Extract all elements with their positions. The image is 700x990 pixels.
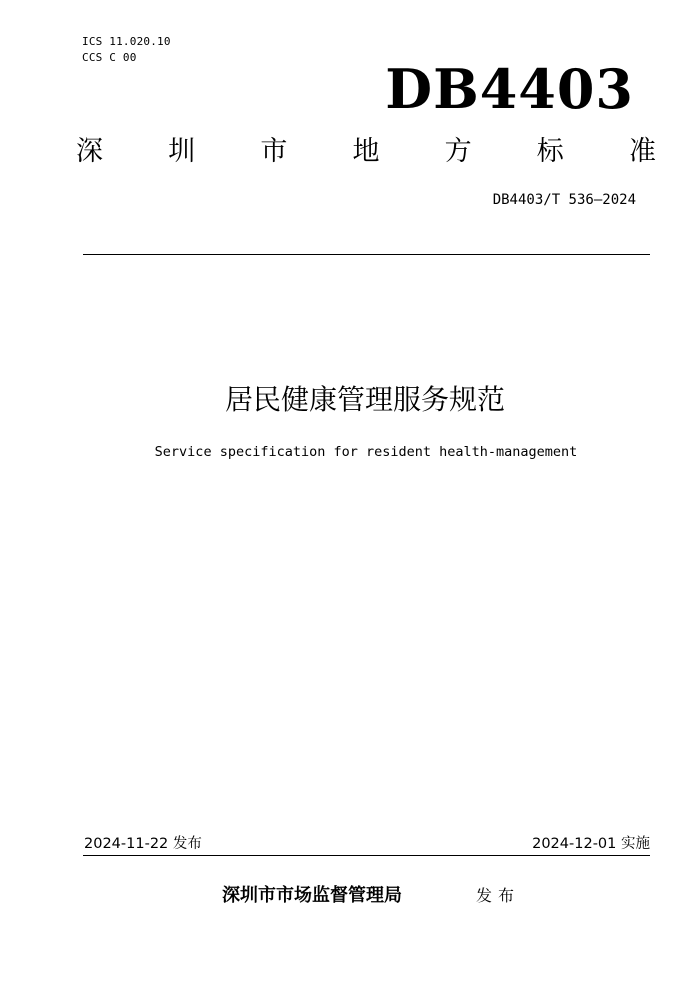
footer-divider xyxy=(83,855,650,856)
issue-date: 2024-11-22 发布 xyxy=(84,836,202,852)
header-divider xyxy=(83,254,650,255)
document-title-english: Service specification for resident health-management xyxy=(154,444,578,460)
issuer-action: 发布 xyxy=(476,886,521,905)
category-char: 标 xyxy=(536,136,564,167)
category-char: 市 xyxy=(260,136,288,167)
standard-category xyxy=(76,134,656,170)
ccs-code: CCS C 00 xyxy=(82,51,137,64)
category-char: 圳 xyxy=(168,136,196,167)
category-char: 深 xyxy=(76,136,103,167)
category-char: 地 xyxy=(352,136,380,167)
standard-number: DB4403/T 536—2024 xyxy=(492,192,636,208)
category-char: 准 xyxy=(628,136,656,167)
category-char: 方 xyxy=(444,136,472,167)
document-title-chinese: 居民健康管理服务规范 xyxy=(224,383,505,416)
implementation-date: 2024-12-01 实施 xyxy=(532,836,650,852)
ics-code: ICS 11.020.10 xyxy=(82,35,171,48)
standard-code-logo: DB4403 xyxy=(385,57,634,121)
issuing-authority: 深圳市市场监督管理局 xyxy=(222,885,402,906)
